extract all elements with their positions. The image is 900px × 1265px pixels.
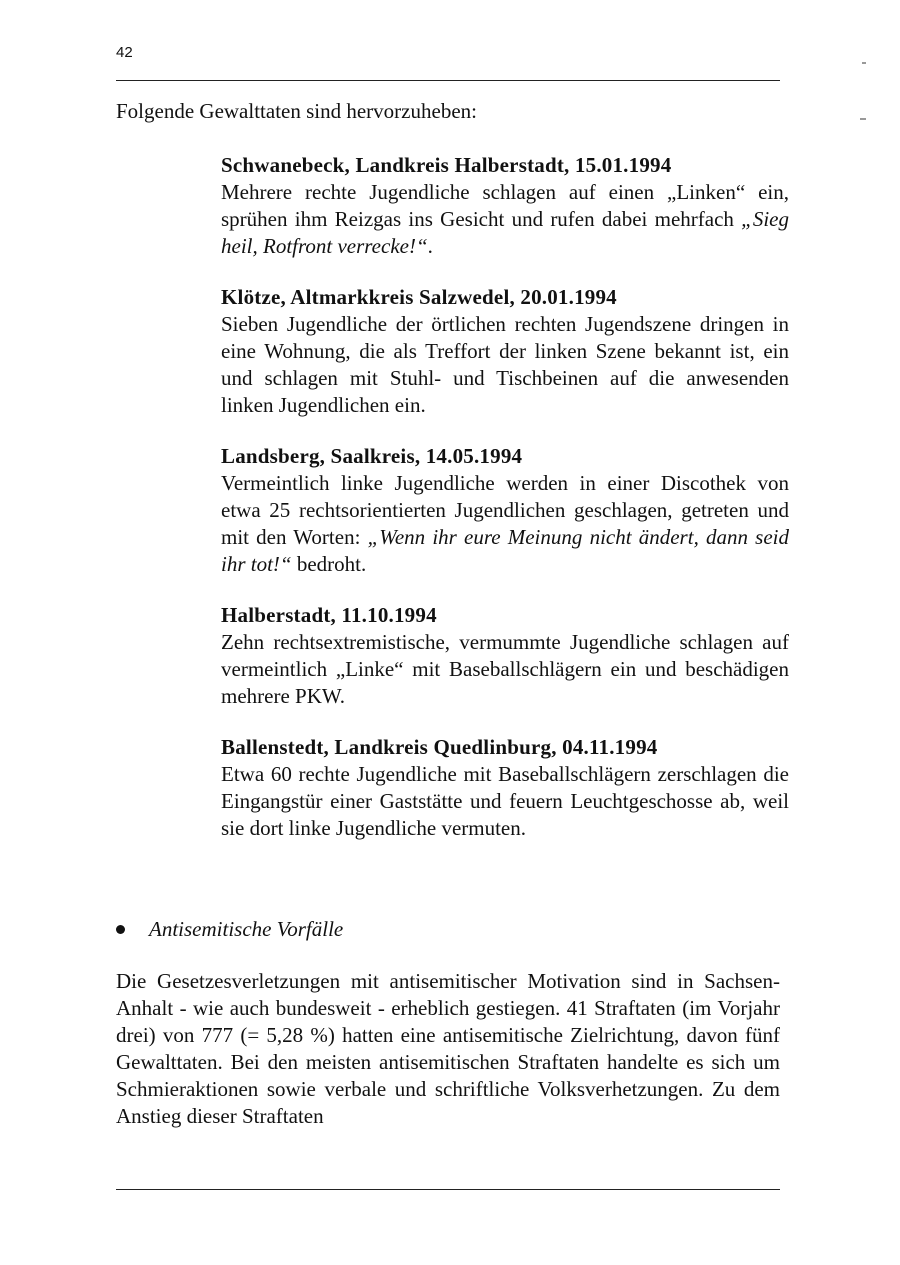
incident-item bbox=[221, 284, 789, 419]
incident-text-part: Mehrere rechte Jugendliche schlagen auf einen „Linken“ ein, sprühen ihm Reizgas ins Gesicht und rufen dabei mehrfach bbox=[221, 180, 789, 231]
incident-item bbox=[221, 152, 789, 260]
incident-text-part: . bbox=[427, 234, 433, 258]
incident-item bbox=[221, 734, 789, 842]
incident-text bbox=[221, 179, 789, 260]
intro-text: Folgende Gewalttaten sind hervorzuheben: bbox=[116, 99, 477, 123]
page-number: 42 bbox=[116, 44, 133, 61]
scan-speck bbox=[862, 62, 866, 64]
incident-heading: Landsberg, Saalkreis, 14.05.1994 bbox=[221, 444, 523, 468]
incident-item bbox=[221, 443, 789, 578]
incident-quote: „Sieg heil, Rotfront verrecke!“ bbox=[221, 207, 789, 258]
incident-text bbox=[221, 470, 789, 578]
incident-heading: Halberstadt, 11.10.1994 bbox=[221, 603, 437, 627]
incident-list bbox=[221, 152, 789, 866]
section-heading bbox=[116, 914, 780, 944]
incident-text: Sieben Jugendliche der örtlichen rechten Jugendszene dringen in eine Wohnung, die als Treffort der linken Szene bekannt ist, ein und schlagen mit Stuhl- und Tischbeinen auf die anwesenden linken Jugendlichen ein. bbox=[221, 312, 789, 417]
incident-text: Etwa 60 rechte Jugendliche mit Baseballschlägern zerschlagen die Eingangstür einer Gaststätte und feuern Leuchtgeschosse ab, weil sie dort linke Jugendliche vermuten. bbox=[221, 762, 789, 840]
incident-item bbox=[221, 602, 789, 710]
footer-rule bbox=[116, 1189, 780, 1190]
incident-text-part: Vermeintlich linke Jugendliche werden in einer Discothek von etwa 25 rechtsorientierten Jugendlichen geschlagen, getreten und mit den Worten: bbox=[221, 471, 789, 549]
bullet-icon bbox=[116, 925, 125, 934]
incident-heading: Ballenstedt, Landkreis Quedlinburg, 04.11.1994 bbox=[221, 735, 658, 759]
scan-speck bbox=[860, 118, 866, 120]
section-paragraph: Die Gesetzesverletzungen mit antisemitischer Motivation sind in Sachsen-Anhalt - wie auch bundesweit - erheblich gestiegen. 41 Straftaten (im Vorjahr drei) von 777 (= 5,28 %) hatten eine antisemitische Zielrichtung, davon fünf Gewalttaten. Bei den meisten antisemitischen Straftaten handelte es sich um Schmieraktionen sowie verbale und schriftliche Volksverhetzungen. Zu dem Anstieg dieser Straftaten bbox=[116, 969, 780, 1128]
section-title: Antisemitische Vorfälle bbox=[149, 917, 344, 941]
incident-text: Zehn rechtsextremistische, vermummte Jugendliche schlagen auf vermeintlich „Linke“ mit Baseballschlägern ein und beschädigen mehrere PKW. bbox=[221, 630, 789, 708]
incident-text-part: bedroht. bbox=[291, 552, 367, 576]
incident-heading: Schwanebeck, Landkreis Halberstadt, 15.01.1994 bbox=[221, 153, 672, 177]
incident-quote: „Wenn ihr eure Meinung nicht ändert, dann seid ihr tot!“ bbox=[221, 525, 789, 576]
header-rule bbox=[116, 80, 780, 81]
incident-heading: Klötze, Altmarkkreis Salzwedel, 20.01.1994 bbox=[221, 285, 617, 309]
